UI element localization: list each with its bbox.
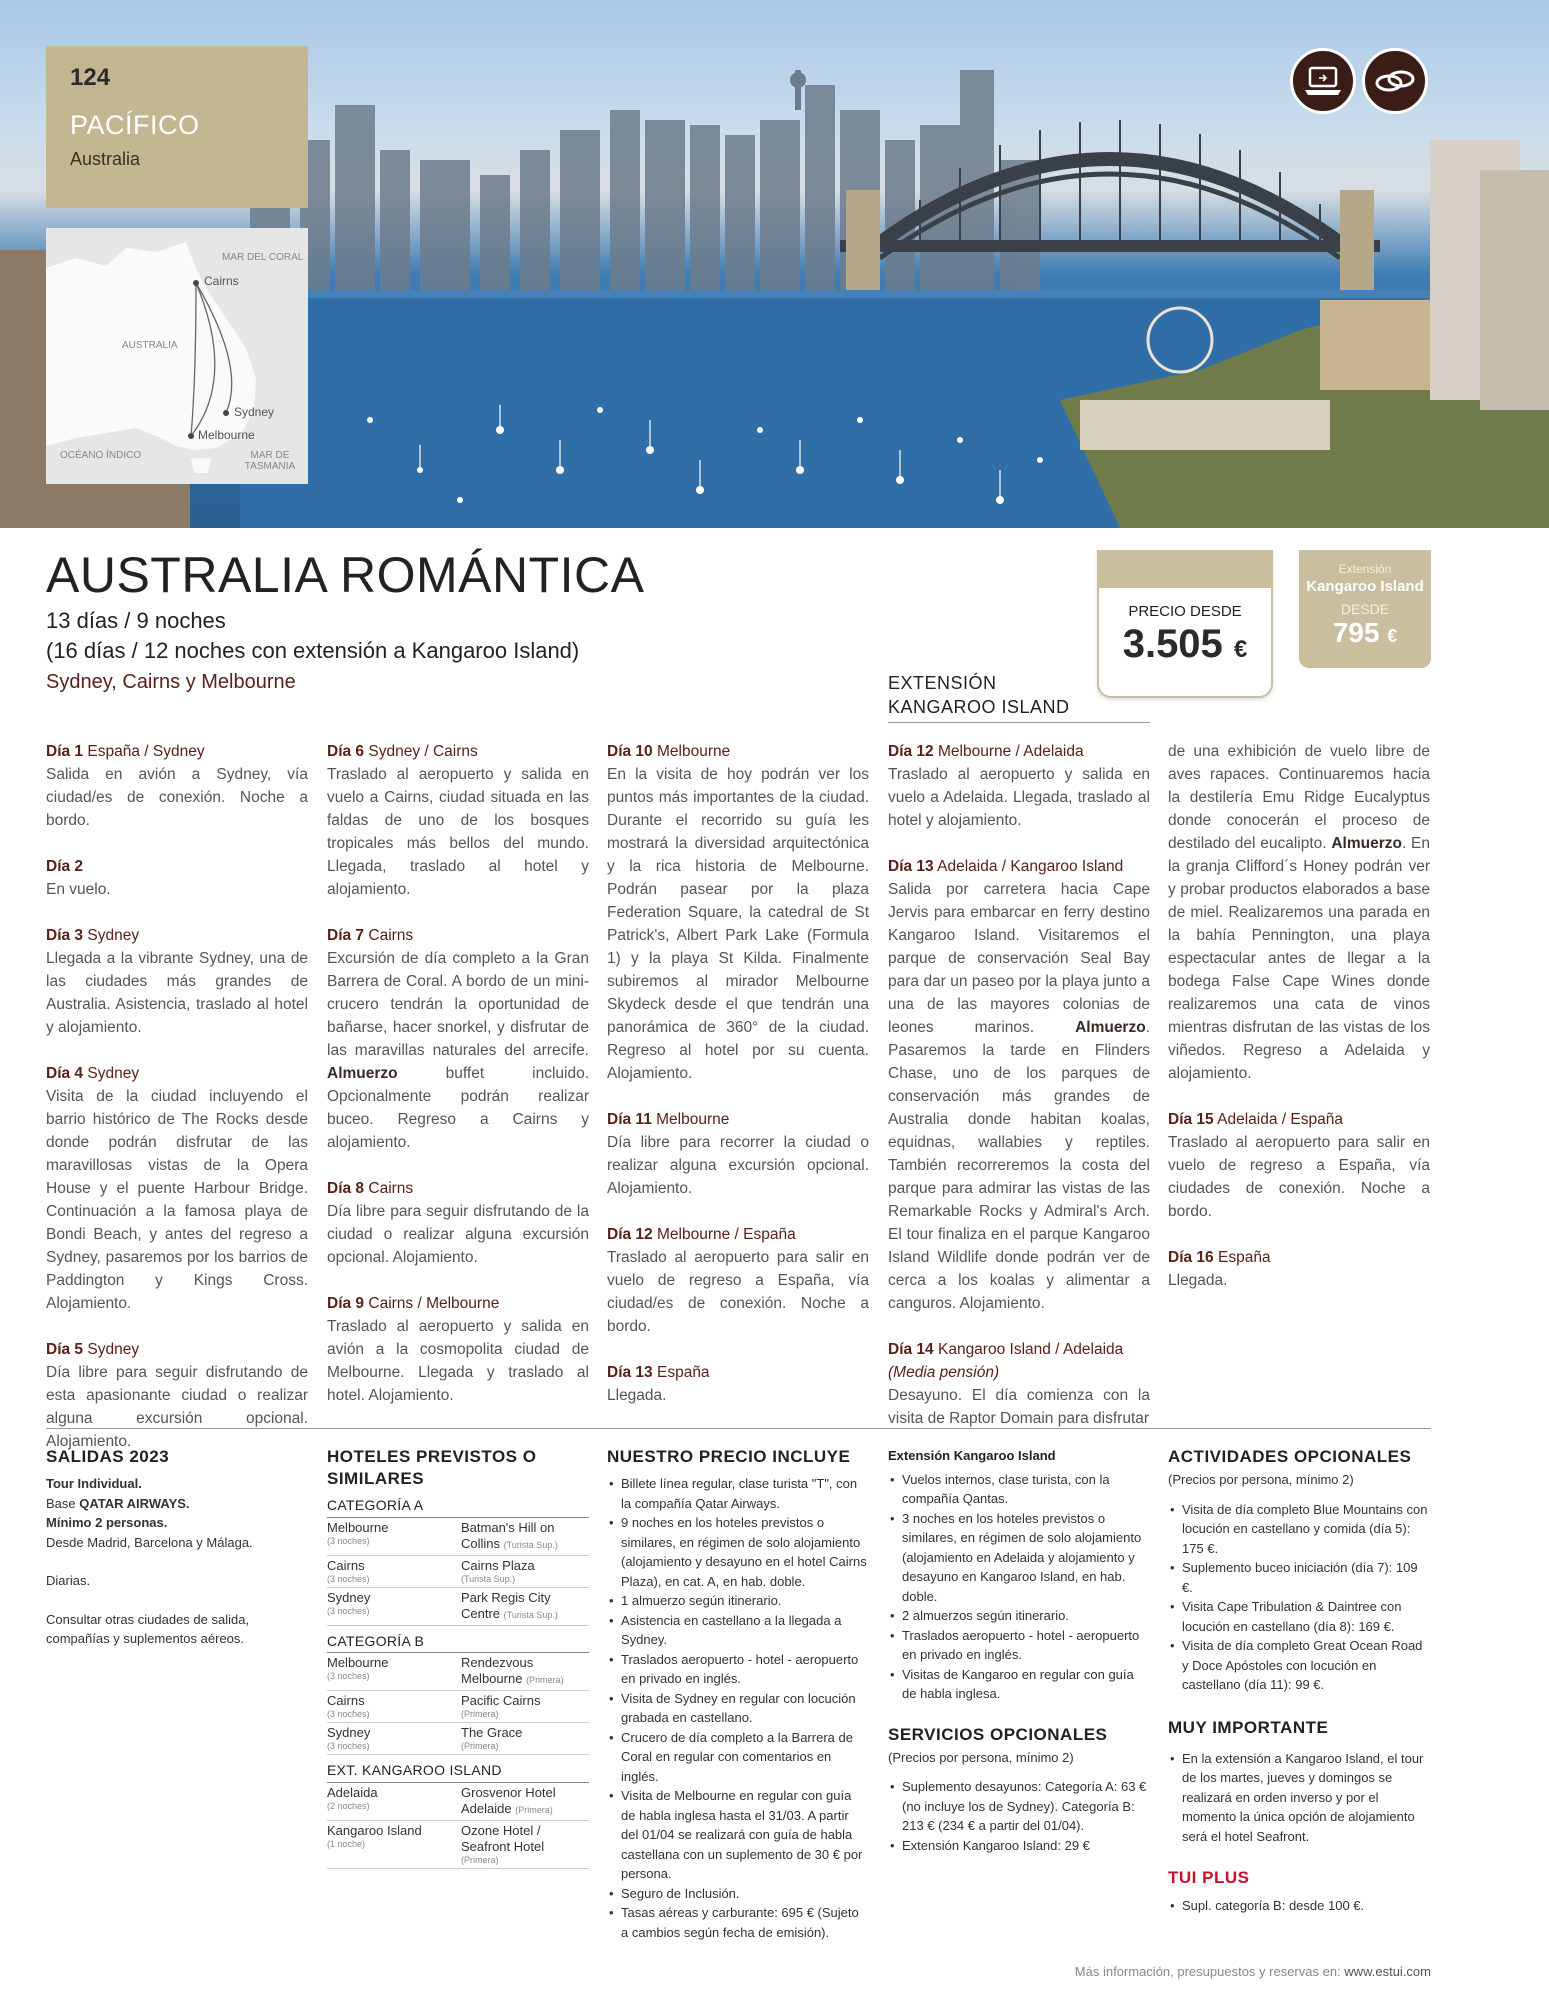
hotel-city: Adelaida bbox=[327, 1784, 378, 1800]
day-title: Melbourne / Adelaida bbox=[937, 743, 1084, 760]
meal-highlight: Almuerzo bbox=[1075, 1019, 1146, 1036]
day-entry bbox=[888, 855, 1150, 1315]
hotel-nights: (1 noche) bbox=[327, 1838, 366, 1849]
itinerary-column-2 bbox=[327, 740, 589, 1430]
day-title: Cairns / Melbourne bbox=[368, 1295, 500, 1312]
day-text: Traslado al aeropuerto para salir en vuelo de regreso a España, vía ciudades de conexión. Noche a bordo. bbox=[1168, 1134, 1430, 1220]
day-title: Sydney / Cairns bbox=[368, 743, 478, 760]
day-title: Sydney bbox=[87, 1341, 140, 1358]
includes-list bbox=[607, 1474, 869, 1942]
list-item: • Suplemento desayunos: Categoría A: 63 € (no incluye los de Sydney). Categoría B: 213 € (234 € a partir del 01/04). bbox=[888, 1777, 1150, 1836]
day-entry bbox=[1168, 1246, 1430, 1292]
hotel-name: Park Regis City Centre bbox=[461, 1589, 551, 1621]
day-text: Llegada. bbox=[1168, 1272, 1228, 1289]
hotels-heading: HOTELES PREVISTOS O SIMILARES bbox=[327, 1447, 537, 1488]
day-text-part: . En la granja Clifford´s Honey podrán ver y probar productos elaborados a base de miel. Realizaremos una parada en la bahía Pennington, una playa espectacular antes de llegar a la bodega False Cape Wines donde realizaremos una cata de vinos mientras disfrutan de las vistas de los viñedos. Regreso a Adelaida y alojamiento. bbox=[1168, 835, 1430, 1082]
hotel-city-cell bbox=[327, 1590, 455, 1623]
day-entry bbox=[327, 924, 589, 1154]
day-heading bbox=[46, 740, 308, 763]
hotel-category: (Primera) bbox=[526, 1675, 564, 1685]
day-entry bbox=[327, 740, 589, 901]
hotel-name-cell bbox=[461, 1693, 589, 1720]
hotel-city-cell bbox=[327, 1655, 455, 1688]
day-title: Sydney bbox=[87, 1065, 140, 1082]
day-number: Día 13 bbox=[607, 1364, 653, 1381]
list-item: • Visita Cape Tribulation & Daintree con locución en castellano (día 8): 169 €. bbox=[1168, 1597, 1430, 1636]
hotel-city: Cairns bbox=[327, 1557, 365, 1573]
list-item: • Visita de día completo Blue Mountains con locución en castellano y comida (día 5): 175 €. bbox=[1168, 1500, 1430, 1559]
activities-section bbox=[1168, 1446, 1430, 1915]
hotel-city: Sydney bbox=[327, 1725, 371, 1740]
day-title: Melbourne / España bbox=[656, 1226, 796, 1243]
day-number: Día 2 bbox=[46, 858, 84, 875]
day-text-part: . Pasaremos la tarde en Flinders Chase, uno de los parques de conservación más grandes de Australia donde habitan koalas, equidnas, wallabies y reptiles. También recorreremos la costa del parque para admirar las vistas de las Remarkable Rocks y Admiral's Arch. El tour finaliza en el parque Kangaroo Island Wildlife donde podrán ver de cerca a los koalas y alimentar a canguros. Alojamiento. bbox=[888, 1019, 1150, 1312]
hotel-row bbox=[327, 1783, 589, 1821]
page-tag bbox=[46, 46, 308, 208]
day-number: Día 6 bbox=[327, 743, 365, 760]
duration-main: 13 días / 9 noches bbox=[46, 608, 226, 633]
day-heading bbox=[888, 1338, 1150, 1361]
day-number: Día 12 bbox=[607, 1226, 653, 1243]
meal-highlight: Almuerzo bbox=[1331, 835, 1402, 852]
hotel-nights: (3 noches) bbox=[327, 1573, 370, 1584]
hotel-name: Pacific Cairns bbox=[461, 1693, 541, 1708]
day-number: Día 3 bbox=[46, 927, 84, 944]
day-number: Día 5 bbox=[46, 1341, 84, 1358]
hotel-name-cell bbox=[461, 1655, 589, 1688]
hotel-name-cell bbox=[461, 1558, 589, 1585]
hotel-row bbox=[327, 1691, 589, 1723]
hotel-name-cell bbox=[461, 1785, 589, 1818]
list-item: • Visita de día completo Great Ocean Road y Doce Apóstoles con locución en castellano (día 11): 99 €. bbox=[1168, 1636, 1430, 1695]
extension-price-currency: € bbox=[1387, 626, 1398, 646]
itinerary-column-3 bbox=[607, 740, 869, 1430]
departures-line: Diarias. bbox=[46, 1573, 91, 1588]
hotel-city-cell bbox=[327, 1693, 455, 1720]
day-title: España bbox=[656, 1364, 710, 1381]
important-list bbox=[1168, 1749, 1430, 1847]
hotel-city: Melbourne bbox=[327, 1519, 389, 1535]
extension-price-small: Extensión bbox=[1338, 562, 1392, 576]
day-text: En la visita de hoy podrán ver los puntos más importantes de la ciudad. Durante el recorrido su guía les mostrará la diversidad arquitectónica y la rica historia de Melbourne. Podrán pasear por la plaza Federation Square, la catedral de St Patrick's, Albert Park Lake (Formula 1) y la playa St Kilda. Finalmente subiremos al mirador Melbourne Skydeck desde el que tendrán una panorámica de 360° de la ciudad. Regreso al hotel por su cuenta. Alojamiento. bbox=[607, 766, 869, 1082]
hotel-name: Rendezvous Melbourne bbox=[461, 1655, 534, 1686]
extension-includes-section bbox=[888, 1446, 1150, 1855]
optional-activities-heading: ACTIVIDADES OPCIONALES bbox=[1168, 1447, 1412, 1466]
hotel-nights: (3 noches) bbox=[327, 1535, 370, 1546]
price-box bbox=[1097, 550, 1273, 698]
departures-line: Desde Madrid, Barcelona y Málaga. bbox=[46, 1534, 253, 1550]
day-text: Traslado al aeropuerto y salida en avión a la cosmopolita ciudad de Melbourne. Llegada y traslado al hotel. Alojamiento. bbox=[327, 1318, 589, 1404]
day-text: Visita de la ciudad incluyendo el barrio histórico de The Rocks desde donde podrán disfrutar de las maravillosas vistas de la Opera House y el puente Harbour Bridge. Continuación a la famosa playa de Bondi Beach, y antes del regreso a Sydney, pasaremos por los barrios de Paddington y Kings Cross. Alojamiento. bbox=[46, 1088, 308, 1312]
day-text: Traslado al aeropuerto y salida en vuelo a Adelaida. Llegada, traslado al hotel y alojamiento. bbox=[888, 766, 1150, 829]
list-item: • 3 noches en los hoteles previstos o similares, en régimen de solo alojamiento (alojamiento en Adelaida y alojamiento y desayuno en Kangaroo Island, en hab. doble. bbox=[888, 1509, 1150, 1607]
list-item: • Visita de Sydney en regular con locución grabada en castellano. bbox=[607, 1689, 869, 1728]
hotel-nights: (3 noches) bbox=[327, 1709, 370, 1719]
extension-price-name: Kangaroo Island bbox=[1306, 578, 1424, 595]
hotel-nights: (3 noches) bbox=[327, 1741, 370, 1751]
hotel-category: (Turista Sup.) bbox=[503, 1609, 558, 1620]
price-value bbox=[1099, 622, 1271, 667]
important-heading: MUY IMPORTANTE bbox=[1168, 1717, 1329, 1737]
day-heading bbox=[607, 740, 869, 763]
day-entry bbox=[327, 1292, 589, 1407]
day-title: Cairns bbox=[368, 1180, 414, 1197]
day-heading bbox=[46, 924, 308, 947]
day-entry bbox=[888, 1338, 1150, 1430]
hotel-name-cell bbox=[461, 1725, 589, 1752]
day-text-part: Salida por carretera hacia Cape Jervis para embarcar en ferry destino Kangaroo Island. Visitaremos el parque de conservación Seal Bay para dar un paseo por la playa junto a una de las mayores colonias de leones marinos. bbox=[888, 881, 1150, 1036]
map-label-indian-ocean: OCÉANO ÍNDICO bbox=[60, 450, 142, 461]
day-text: Día libre para seguir disfrutando de esta apasionante ciudad o realizar alguna excursión opcional. Alojamiento. bbox=[46, 1364, 308, 1450]
day-text bbox=[1168, 740, 1430, 1085]
hotel-city-cell bbox=[327, 1520, 455, 1553]
extension-includes-list bbox=[888, 1470, 1150, 1704]
day-text: Traslado al aeropuerto para salir en vuelo de regreso a España, vía ciudad/es de conexión. Noche a bordo. bbox=[607, 1249, 869, 1335]
day-title: Adelaida / España bbox=[1217, 1111, 1343, 1128]
tui-plus-list bbox=[1168, 1896, 1430, 1916]
day-number: Día 1 bbox=[46, 743, 84, 760]
tour-cities: Sydney, Cairns y Melbourne bbox=[46, 671, 296, 693]
departures-text: Base bbox=[46, 1495, 80, 1511]
hotel-category: (Turista Sup.) bbox=[503, 1539, 558, 1550]
hotel-name-cell bbox=[461, 1823, 589, 1866]
hotel-city: Melbourne bbox=[327, 1655, 389, 1670]
hotel-category: (Turista Sup.) bbox=[461, 1573, 516, 1584]
list-item: • Tasas aéreas y carburante: 695 € (Sujeto a cambios según fecha de emisión). bbox=[607, 1903, 869, 1942]
day-heading bbox=[46, 855, 308, 878]
day-number: Día 11 bbox=[607, 1111, 652, 1128]
day-heading bbox=[1168, 1108, 1430, 1131]
list-item: • 2 almuerzos según itinerario. bbox=[888, 1606, 1150, 1626]
departures-line: Consultar otras ciudades de salida, compañías y suplementos aéreos. bbox=[46, 1611, 250, 1646]
hotel-name: Batman's Hill on Collins bbox=[461, 1519, 555, 1551]
day-entry bbox=[607, 1361, 869, 1407]
hotel-row bbox=[327, 1723, 589, 1755]
country-label: Australia bbox=[70, 149, 141, 169]
list-item: • Visitas de Kangaroo en regular con guía de habla inglesa. bbox=[888, 1665, 1150, 1704]
day-text: En vuelo. bbox=[46, 881, 111, 898]
day-heading bbox=[46, 1062, 308, 1085]
day-entry bbox=[327, 1177, 589, 1269]
day-entry bbox=[607, 740, 869, 1085]
day-heading bbox=[888, 855, 1150, 878]
footer-link[interactable]: www.estui.com bbox=[1344, 1964, 1431, 1979]
day-number: Día 14 bbox=[888, 1341, 934, 1358]
departures-line: Mínimo 2 personas. bbox=[46, 1515, 168, 1530]
itinerary-column-1 bbox=[46, 740, 308, 1476]
day-title: Adelaida / Kangaroo Island bbox=[937, 858, 1124, 875]
itinerary-column-5 bbox=[1168, 740, 1430, 1315]
price-label: PRECIO DESDE bbox=[1128, 603, 1242, 620]
optional-services-list bbox=[888, 1777, 1150, 1855]
hotel-category-heading: EXT. KANGAROO ISLAND bbox=[327, 1761, 589, 1783]
day-number: Día 7 bbox=[327, 927, 365, 944]
day-text: Día libre para seguir disfrutando de la ciudad o realizar alguna excursión opcional. Alojamiento. bbox=[327, 1203, 589, 1266]
hotel-city: Cairns bbox=[327, 1693, 365, 1708]
tour-title: AUSTRALIA ROMÁNTICA bbox=[46, 547, 645, 603]
day-number: Día 16 bbox=[1168, 1249, 1214, 1266]
optional-services-heading: SERVICIOS OPCIONALES bbox=[888, 1724, 1108, 1744]
departures-line bbox=[46, 1494, 308, 1514]
price-amount: 3.505 bbox=[1122, 622, 1223, 666]
price-currency: € bbox=[1233, 636, 1248, 663]
day-entry bbox=[46, 1338, 308, 1453]
day-number: Día 10 bbox=[607, 743, 653, 760]
footer-text: Más información, presupuestos y reservas en: bbox=[1074, 1964, 1345, 1979]
hotel-city-cell bbox=[327, 1785, 455, 1818]
laptop-icon bbox=[1290, 48, 1356, 114]
hotel-category: (Primera) bbox=[461, 1854, 499, 1865]
day-heading bbox=[327, 1177, 589, 1200]
extension-price-from: DESDE bbox=[1340, 601, 1390, 617]
day-number: Día 15 bbox=[1168, 1111, 1214, 1128]
list-item: • Visita de Melbourne en regular con guía de habla inglesa hasta el 31/03. A partir del 01/04 se realizará con guía de habla castellana con un suplemento de 30 € por persona. bbox=[607, 1786, 869, 1884]
day-heading bbox=[888, 740, 1150, 763]
day-title: Melbourne bbox=[656, 1111, 730, 1128]
list-item: • Supl. categoría B: desde 100 €. bbox=[1168, 1896, 1430, 1916]
map-city-sydney: Sydney bbox=[234, 405, 275, 419]
list-item: • Traslados aeropuerto - hotel - aeropuerto en privado en inglés. bbox=[607, 1650, 869, 1689]
list-item: • Seguro de Inclusión. bbox=[607, 1884, 869, 1904]
optional-activities-sub: (Precios por persona, mínimo 2) bbox=[1168, 1472, 1354, 1487]
hotel-category-heading: CATEGORÍA B bbox=[327, 1632, 589, 1654]
day-heading bbox=[1168, 1246, 1430, 1269]
price-box-bar bbox=[1099, 552, 1271, 588]
list-item: • Crucero de día completo a la Barrera de Coral en regular con comentarios en inglés. bbox=[607, 1728, 869, 1787]
hotel-nights: (3 noches) bbox=[327, 1605, 370, 1616]
list-item: • Suplemento buceo iniciación (día 7): 109 €. bbox=[1168, 1558, 1430, 1597]
day-entry bbox=[46, 1062, 308, 1315]
day-title: España / Sydney bbox=[87, 743, 205, 760]
departures-heading: SALIDAS 2023 bbox=[46, 1447, 170, 1466]
hotel-category: (Primera) bbox=[461, 1741, 499, 1751]
departures-line: Tour Individual. bbox=[46, 1476, 142, 1491]
day-heading bbox=[327, 924, 589, 947]
hotels-section bbox=[327, 1446, 589, 1869]
hotel-category: (Primera) bbox=[461, 1709, 499, 1719]
day-text-part: Excursión de día completo a la Gran Barrera de Coral. A bordo de un mini-crucero tendrán la oportunidad de bañarse, hacer snorkel, y disfrutar de las maravillas naturales del arrecife. bbox=[327, 950, 589, 1059]
day-title: España bbox=[1217, 1249, 1271, 1266]
airline-name: QATAR AIRWAYS. bbox=[79, 1495, 190, 1511]
day-number: Día 9 bbox=[327, 1295, 365, 1312]
page-number: 124 bbox=[70, 64, 111, 91]
hotel-category: (Primera) bbox=[515, 1804, 553, 1815]
hotel-name: Cairns Plaza bbox=[461, 1557, 535, 1573]
day-entry bbox=[46, 740, 308, 832]
day-heading bbox=[327, 1292, 589, 1315]
hotel-category-heading: CATEGORÍA A bbox=[327, 1496, 589, 1518]
extension-divider bbox=[888, 722, 1150, 723]
region-label: PACÍFICO bbox=[70, 110, 200, 140]
extension-price-box bbox=[1299, 550, 1431, 668]
list-item: • 9 noches en los hoteles previstos o similares, en régimen de solo alojamiento (alojamiento y desayuno en el hotel Cairns Plaza), en cat. A, en hab. doble. bbox=[607, 1513, 869, 1591]
day-text-part: de una exhibición de vuelo libre de aves rapaces. Continuaremos hacia la destilería Emu Ridge Eucalyptus donde conocerán el proceso de destilado del eucalipto. bbox=[1168, 743, 1430, 852]
day-text: Llegada. bbox=[607, 1387, 667, 1404]
day-text: Salida en avión a Sydney, vía ciudad/es de conexión. Noche a bordo. bbox=[46, 766, 308, 829]
day-title: Melbourne bbox=[656, 743, 731, 760]
hotel-row bbox=[327, 1556, 589, 1588]
duration-extension: (16 días / 12 noches con extensión a Kangaroo Island) bbox=[46, 638, 580, 663]
tour-duration bbox=[46, 606, 579, 666]
optional-activities-list bbox=[1168, 1500, 1430, 1695]
map-label-australia: AUSTRALIA bbox=[122, 340, 178, 351]
route-map bbox=[46, 228, 308, 484]
day-number: Día 4 bbox=[46, 1065, 84, 1082]
optional-services-sub: (Precios por persona, mínimo 2) bbox=[888, 1749, 1074, 1765]
day-title: Kangaroo Island / Adelaida bbox=[937, 1341, 1124, 1358]
rings-icon bbox=[1362, 48, 1428, 114]
day-text: Traslado al aeropuerto y salida en vuelo a Cairns, ciudad situada en las faldas de uno de los bosques tropicales más bellos del mundo. Llegada, traslado al hotel y alojamiento. bbox=[327, 766, 589, 898]
day-heading bbox=[607, 1223, 869, 1246]
day-heading bbox=[46, 1338, 308, 1361]
section-divider bbox=[46, 1428, 1431, 1429]
extension-price-value bbox=[1299, 617, 1431, 649]
list-item: • 1 almuerzo según itinerario. bbox=[607, 1591, 869, 1611]
day-entry bbox=[1168, 1108, 1430, 1223]
hotel-city-cell bbox=[327, 1725, 455, 1752]
day-entry bbox=[607, 1108, 869, 1200]
itinerary-column-4 bbox=[888, 740, 1150, 1453]
map-city-melbourne: Melbourne bbox=[198, 428, 255, 442]
day-title: Cairns bbox=[368, 927, 414, 944]
departures-section bbox=[46, 1446, 308, 1649]
hotel-city-cell bbox=[327, 1558, 455, 1585]
map-label-coral-sea: MAR DEL CORAL bbox=[222, 252, 304, 263]
meal-highlight: Almuerzo bbox=[327, 1065, 398, 1082]
list-item: • Traslados aeropuerto - hotel - aeropuerto en privado en inglés. bbox=[888, 1626, 1150, 1665]
day-heading bbox=[607, 1108, 869, 1131]
hotel-row bbox=[327, 1821, 589, 1869]
includes-heading: NUESTRO PRECIO INCLUYE bbox=[607, 1447, 851, 1466]
day-text: Desayuno. El día comienza con la visita de Raptor Domain para disfrutar bbox=[888, 1387, 1150, 1427]
day-heading bbox=[327, 740, 589, 763]
list-item: • Billete línea regular, clase turista "T", con la compañía Qatar Airways. bbox=[607, 1474, 869, 1513]
day-entry bbox=[607, 1223, 869, 1338]
day-subtitle: (Media pensión) bbox=[888, 1364, 1000, 1381]
list-item: • En la extensión a Kangaroo Island, el tour de los martes, jueves y domingos se realizará en orden inverso y por el momento la única opción de alojamiento será el hotel Seafront. bbox=[1168, 1749, 1430, 1847]
day-number: Día 12 bbox=[888, 743, 934, 760]
day-entry bbox=[46, 924, 308, 1039]
extension-includes-heading: Extensión Kangaroo Island bbox=[888, 1448, 1056, 1463]
day-entry-continued bbox=[1168, 740, 1430, 1085]
day-title: Sydney bbox=[87, 927, 140, 944]
day-number: Día 8 bbox=[327, 1180, 365, 1197]
hotel-city: Sydney bbox=[327, 1589, 371, 1605]
hotel-row bbox=[327, 1588, 589, 1626]
day-heading bbox=[607, 1361, 869, 1384]
day-text: Día libre para recorrer la ciudad o realizar alguna excursión opcional. Alojamiento. bbox=[607, 1134, 869, 1197]
hotel-name: Grosvenor Hotel Adelaide bbox=[461, 1784, 556, 1816]
map-label-tasman-sea: MAR DE TASMANIA bbox=[244, 450, 296, 472]
day-text bbox=[888, 878, 1150, 1315]
hotel-name: The Grace bbox=[461, 1725, 523, 1740]
hotel-name: Ozone Hotel / Seafront Hotel bbox=[461, 1822, 545, 1854]
day-text: Llegada a la vibrante Sydney, una de las ciudades más grandes de Australia. Asistencia, traslado al hotel y alojamiento. bbox=[46, 950, 308, 1036]
hotel-name-cell bbox=[461, 1520, 589, 1553]
hotel-nights: (3 noches) bbox=[327, 1671, 370, 1681]
list-item: • Vuelos internos, clase turista, con la compañía Qantas. bbox=[888, 1470, 1150, 1509]
footer bbox=[1075, 1964, 1431, 1979]
list-item: • Asistencia en castellano a la llegada a Sydney. bbox=[607, 1611, 869, 1650]
extension-heading bbox=[888, 671, 1070, 719]
hotel-row bbox=[327, 1653, 589, 1691]
extension-heading-line2: KANGAROO ISLAND bbox=[888, 697, 1070, 717]
hotel-name-cell bbox=[461, 1590, 589, 1623]
extension-heading-line1: EXTENSIÓN bbox=[888, 673, 997, 693]
day-text bbox=[327, 947, 589, 1154]
day-entry bbox=[888, 740, 1150, 832]
includes-section bbox=[607, 1446, 869, 1942]
extension-price-amount: 795 bbox=[1332, 617, 1380, 648]
day-text-part: buffet incluido. Opcionalmente podrán realizar buceo. Regreso a Cairns y alojamiento. bbox=[327, 1065, 589, 1151]
hotel-city: Kangaroo Island bbox=[327, 1822, 422, 1838]
tui-plus-heading: TUI PLUS bbox=[1168, 1868, 1250, 1887]
hotel-city-cell bbox=[327, 1823, 455, 1866]
list-item: • Extensión Kangaroo Island: 29 € bbox=[888, 1836, 1150, 1856]
day-number: Día 13 bbox=[888, 858, 934, 875]
hotel-row bbox=[327, 1518, 589, 1556]
day-entry bbox=[46, 855, 308, 901]
hero-photo bbox=[0, 0, 1549, 528]
hotel-nights: (2 noches) bbox=[327, 1800, 370, 1811]
map-city-cairns: Cairns bbox=[204, 274, 239, 288]
